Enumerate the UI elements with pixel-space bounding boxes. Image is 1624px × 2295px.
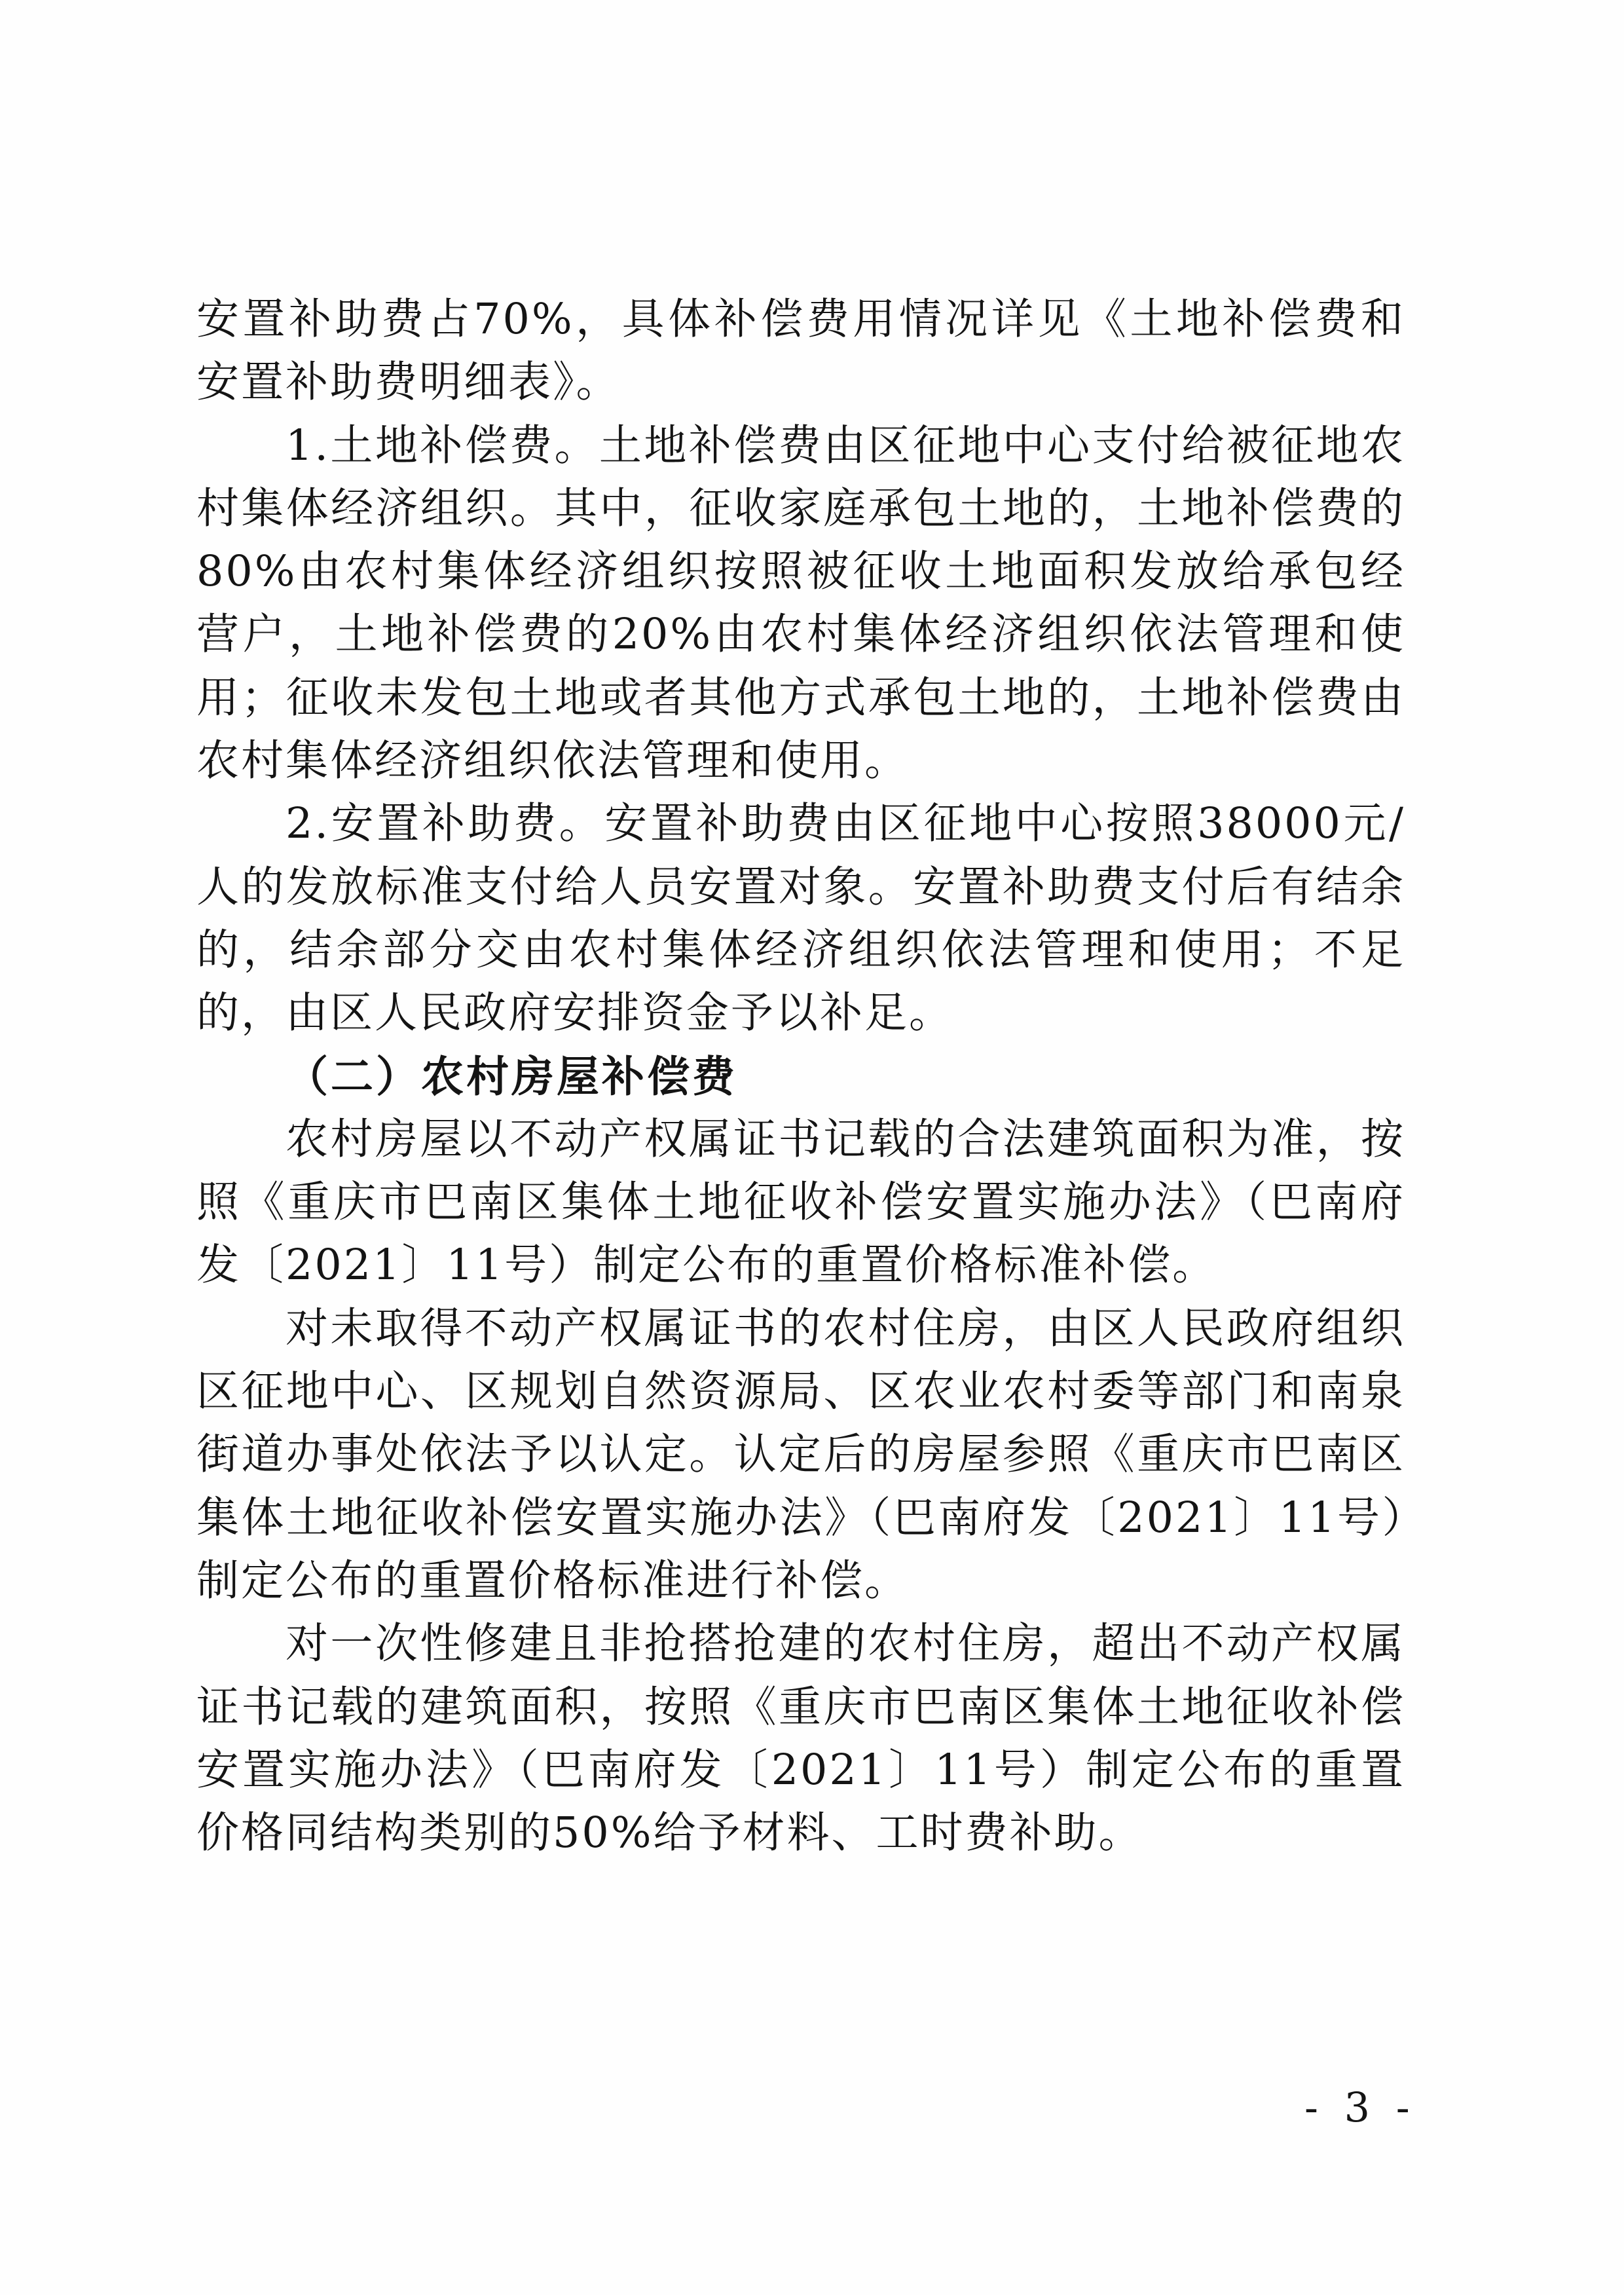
paragraph-resettlement-subsidy: 2.安置补助费。安置补助费由区征地中心按照38000元/人的发放标准支付给人员安置对象。安置补助费支付后有结余的，结余部分交由农村集体经济组织依法管理和使用；不足的，由区人民政府安排资金予以补足。 <box>196 799 1405 1038</box>
section-heading-house-compensation: （二）农村房屋补偿费 <box>286 1051 738 1102</box>
document-body <box>196 288 1405 1865</box>
paragraph-house-certificate: 农村房屋以不动产权属证书记载的合法建筑面积为准，按照《重庆市巴南区集体土地征收补偿安置实施办法》（巴南府发〔2021〕11号）制定公布的重置价格标准补偿。 <box>196 1114 1405 1290</box>
paragraph-continuation: 安置补助费占70%，具体补偿费用情况详见《土地补偿费和安置补助费明细表》。 <box>196 295 1405 407</box>
paragraph-uncertified-house: 对未取得不动产权属证书的农村住房，由区人民政府组织区征地中心、区规划自然资源局、区农业农村委等部门和南泉街道办事处依法予以认定。认定后的房屋参照《重庆市巴南区集体土地征收补偿安置实施办法》（巴南府发〔2021〕11号）制定公布的重置价格标准进行补偿。 <box>196 1303 1405 1605</box>
paragraph-excess-area: 对一次性修建且非抢搭抢建的农村住房，超出不动产权属证书记载的建筑面积，按照《重庆市巴南区集体土地征收补偿安置实施办法》（巴南府发〔2021〕11号）制定公布的重置价格同结构类别的50%给予材料、工时费补助。 <box>196 1619 1405 1858</box>
page-number: - 3 - <box>1304 2083 1416 2131</box>
paragraph-land-compensation: 1.土地补偿费。土地补偿费由区征地中心支付给被征地农村集体经济组织。其中，征收家庭承包土地的，土地补偿费的80%由农村集体经济组织按照被征收土地面积发放给承包经营户，土地补偿费的20%由农村集体经济组织依法管理和使用；征收未发包土地或者其他方式承包土地的，土地补偿费由农村集体经济组织依法管理和使用。 <box>196 420 1405 786</box>
